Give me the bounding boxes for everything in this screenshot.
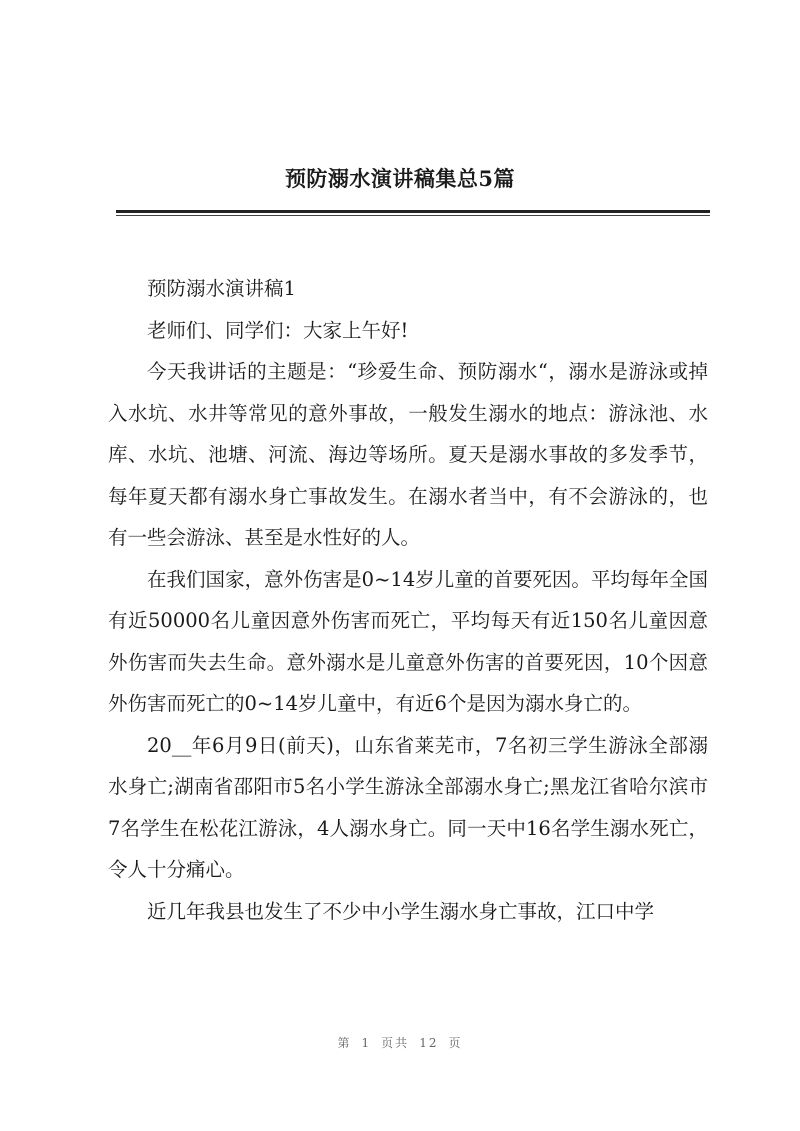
salutation: 老师们、同学们：大家上午好! xyxy=(147,318,409,342)
footer-mid: 页共 xyxy=(381,1036,410,1050)
paragraph: 20__年6月9日(前天)，山东省莱芜市，7名初三学生游泳全部溺水身亡;湖南省邵阳市5名小学生游泳全部溺水身亡;黑龙江省哈尔滨市7名学生在松花江游泳，4人溺水身亡。同一天中16名学生溺水死亡，令人十分痛心。 xyxy=(108,733,708,881)
page-title: 预防溺水演讲稿集总5篇 xyxy=(284,166,516,191)
total-pages-number: 12 xyxy=(419,1036,439,1050)
footer-suffix: 页 xyxy=(448,1036,463,1050)
paragraph: 在我们国家，意外伤害是0~14岁儿童的首要死因。平均每年全国有近50000名儿童因意外伤害而死亡，平均每天有近150名儿童因意外伤害而失去生命。意外溺水是儿童意外伤害的首要死因，10个因意外伤害而死亡的0~14岁儿童中，有近6个是因为溺水身亡的。 xyxy=(108,567,708,715)
document-body xyxy=(108,268,708,932)
current-page-number: 1 xyxy=(361,1036,372,1050)
paragraph: 近几年我县也发生了不少中小学生溺水身亡事故，江口中学 xyxy=(147,899,655,923)
footer-prefix: 第 xyxy=(337,1036,352,1050)
section-heading: 预防溺水演讲稿1 xyxy=(147,277,296,300)
title-divider-thin xyxy=(116,215,710,216)
title-divider xyxy=(116,210,710,213)
page-footer xyxy=(0,1034,800,1051)
paragraph: 今天我讲话的主题是：“珍爱生命、预防溺水“，溺水是游泳或掉入水坑、水井等常见的意外事故，一般发生溺水的地点：游泳池、水库、水坑、池塘、河流、海边等场所。夏天是溺水事故的多发季节，每年夏天都有溺水身亡事故发生。在溺水者当中，有不会游泳的，也有一些会游泳、甚至是水性好的人。 xyxy=(108,360,708,549)
